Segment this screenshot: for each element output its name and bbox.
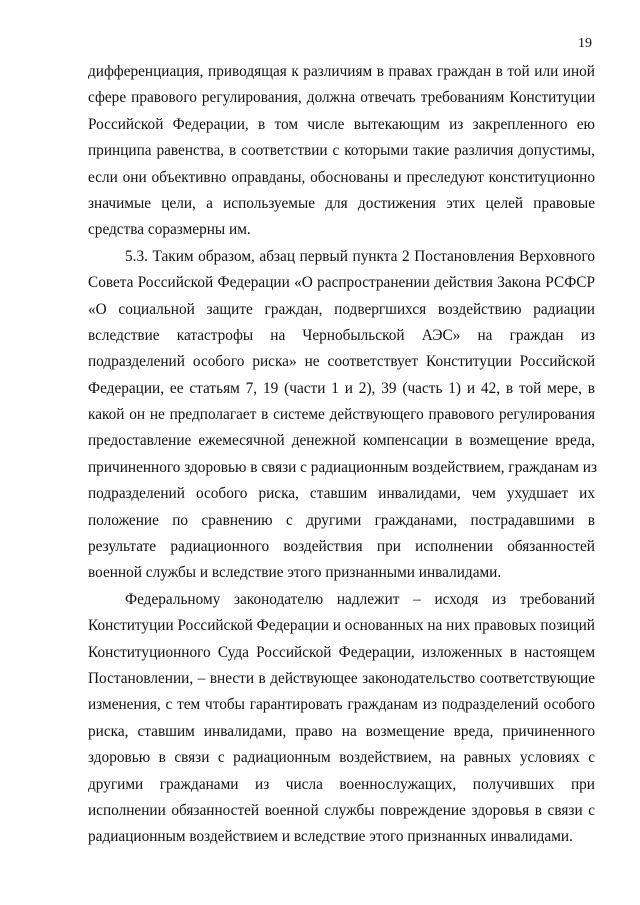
text-line: изменения, с тем чтобы гарантировать гражданам из подразделений особого [88, 696, 595, 714]
text-line: причиненного здоровью в связи с радиационным воздействием, гражданам из [88, 458, 597, 476]
text-line: положение по сравнению с другими гражданами, пострадавшими в [88, 511, 595, 529]
text-line: вследствие катастрофы на Чернобыльской АЭС» на граждан из [88, 326, 595, 344]
text-line: радиационным воздействием и вследствие этого признанных инвалидами. [88, 828, 573, 846]
text-line: принципа равенства, в соответствии с которыми такие различия допустимы, [88, 142, 595, 160]
text-line: военной службы и вследствие этого признанными инвалидами. [88, 564, 502, 582]
text-line: здоровью в связи с радиационным воздействием, на равных условиях с [88, 749, 595, 767]
text-line: средства соразмерны им. [88, 221, 251, 239]
text-line: Постановлении, – внести в действующее законодательство соответствующие [88, 669, 595, 687]
text-line: результате радиационного воздействия при исполнении обязанностей [88, 538, 595, 556]
text-line: какой он не предполагает в системе действующего правового регулирования [88, 406, 595, 424]
text-line: Совета Российской Федерации «О распространении действия Закона РСФСР [88, 274, 595, 292]
text-line: риска, ставшим инвалидами, право на возмещение вреда, причиненного [88, 722, 595, 740]
text-line: Конституционного Суда Российской Федерации, изложенных в настоящем [88, 643, 595, 661]
text-line: «О социальной защите граждан, подвергшихся воздействию радиации [88, 300, 595, 318]
text-line: сфере правового регулирования, должна отвечать требованиям Конституции [88, 89, 595, 107]
text-line: Конституции Российской Федерации и основанных на них правовых позиций [88, 617, 595, 635]
text-line: подразделений особого риска, ставшим инвалидами, чем ухудшает их [88, 485, 595, 503]
text-line: Федеральному законодателю надлежит – исходя из требований [125, 590, 595, 608]
text-line: дифференциация, приводящая к различиям в правах граждан в той или иной [88, 63, 595, 80]
text-line: Российской Федерации, в том числе вытекающим из закрепленного ею [88, 115, 595, 133]
text-line: Федерации, ее статьям 7, 19 (части 1 и 2), 39 (часть 1) и 42, в той мере, в [88, 379, 595, 397]
document-body [88, 59, 595, 851]
page-number: 19 [578, 36, 592, 51]
text-line: значимые цели, а используемые для достижения этих целей правовые [88, 194, 595, 212]
text-line: исполнении обязанностей военной службы повреждение здоровья в связи с [88, 801, 595, 819]
text-line: другими гражданами из числа военнослужащих, получивших при [88, 775, 595, 793]
text-line: 5.3. Таким образом, абзац первый пункта 2 Постановления Верховного [125, 247, 595, 265]
text-line: предоставление ежемесячной денежной компенсации в возмещение вреда, [88, 432, 595, 450]
text-line: подразделений особого риска» не соответствует Конституции Российской [88, 353, 595, 371]
text-line: если они объективно оправданы, обоснованы и преследуют конституционно [88, 168, 595, 186]
